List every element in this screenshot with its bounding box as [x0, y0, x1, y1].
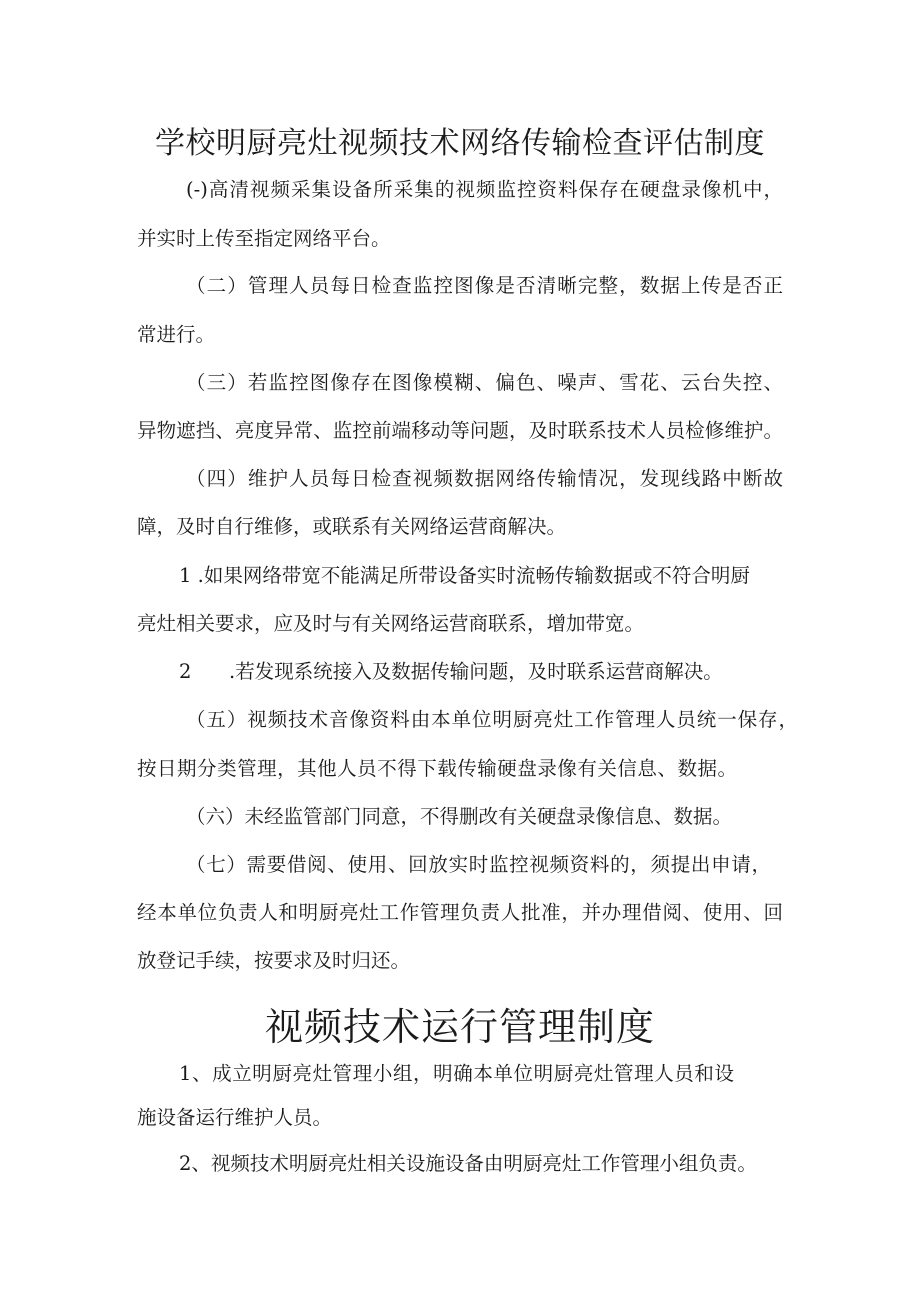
rule-1-line-2: 施设备运行维护人员。 [137, 1106, 333, 1129]
section-4-line-1: （四）维护人员每日检查视频数据网络传输情况，发现线路中断故 [186, 467, 783, 490]
section-2-line-1: （二）管理人员每日检查监控图像是否清晰完整，数据上传是否正 [186, 274, 783, 297]
item-2-text: .若发现系统接入及数据传输问题，及时联系运营商解决。 [229, 660, 723, 683]
item-1-line-1 [179, 564, 783, 588]
section-2-line-2: 常进行。 [137, 323, 216, 346]
section-5-line-2: 按日期分类管理，其他人员不得下载传输硬盘录像有关信息、数据。 [137, 757, 737, 780]
item-2-line-1 [179, 660, 723, 684]
section-4-line-2: 障，及时自行维修，或联系有关网络运营商解决。 [137, 515, 567, 538]
document-subtitle: 视频技术运行管理制度 [264, 1005, 655, 1049]
section-1-line-1: (-)高清视频采集设备所采集的视频监控资料保存在硬盘录像机中， [186, 178, 783, 201]
section-3-line-1: （三）若监控图像存在图像模糊、偏色、噪声、雪花、云台失控、 [186, 371, 783, 394]
document-title: 学校明厨亮灶视频技术网络传输检查评估制度 [155, 126, 765, 161]
section-7-line-2: 经本单位负责人和明厨亮灶工作管理负责人批准，并办理借阅、使用、回 [137, 901, 783, 924]
item-2-number: 2 [179, 660, 192, 683]
section-6-line-1: （六）未经监管部门同意，不得删改有关硬盘录像信息、数据。 [186, 805, 733, 828]
item-1-text: .如果网络带宽不能满足所带设备实时流畅传输数据或不符合明厨 [191, 564, 750, 587]
section-7-line-3: 放登记手续，按要求及时归还。 [137, 949, 411, 972]
section-3-line-2: 异物遮挡、亮度异常、监控前端移动等问题，及时联系技术人员检修维护。 [137, 419, 783, 442]
section-5-line-1: （五）视频技术音像资料由本单位明厨亮灶工作管理人员统一保存， [186, 708, 798, 731]
section-1-line-2: 并实时上传至指定网络平台。 [137, 227, 391, 250]
item-1-line-2: 亮灶相关要求，应及时与有关网络运营商联系，增加带宽。 [137, 612, 645, 635]
section-7-line-1: （七）需要借阅、使用、回放实时监控视频资料的，须提出申请， [186, 853, 771, 876]
rule-1-line-1: 1、成立明厨亮灶管理小组，明确本单位明厨亮灶管理人员和设 [179, 1062, 734, 1085]
rule-2-line-1: 2、视频技术明厨亮灶相关设施设备由明厨亮灶工作管理小组负责。 [179, 1152, 757, 1175]
item-1-number: 1 [179, 564, 192, 587]
